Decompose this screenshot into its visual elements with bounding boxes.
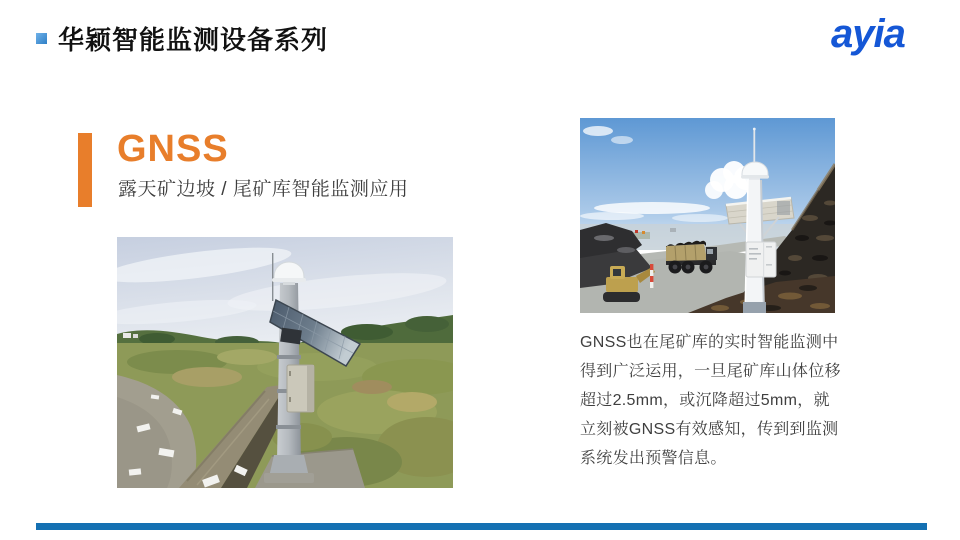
mine-site-gnss-photo [580, 118, 835, 313]
paragraph-line: 立刻被GNSS有效感知，传到到监测 [580, 421, 839, 438]
header-bullet-square [36, 33, 47, 44]
paragraph-line: 超过2.5mm，或沉降超过5mm，就 [580, 392, 830, 409]
antenna-wire [272, 253, 273, 301]
section-accent-bar [78, 133, 92, 207]
footer-accent-bar [36, 523, 927, 530]
pole-base [743, 302, 766, 313]
field-gnss-station-photo [117, 237, 453, 488]
section-title: GNSS [117, 128, 229, 170]
distant-building [123, 333, 131, 338]
field-photo-illustration [117, 237, 453, 488]
paragraph-line: 系统发出预警信息。 [580, 450, 727, 467]
page-title: 华颖智能监测设备系列 [58, 25, 329, 55]
section-subtitle: 露天矿边坡 / 尾矿库智能监测应用 [118, 179, 409, 200]
mine-photo-illustration [580, 118, 835, 313]
paragraph-line: GNSS也在尾矿库的实时智能监测中 [580, 334, 839, 351]
paragraph-line: 得到广泛运用，一旦尾矿库山体位移 [580, 363, 841, 380]
panel-mount-bracket [280, 328, 302, 345]
company-logo: ayia [831, 12, 905, 56]
description-paragraph [580, 328, 870, 473]
equipment-box [746, 242, 776, 277]
equipment-box [287, 365, 314, 412]
